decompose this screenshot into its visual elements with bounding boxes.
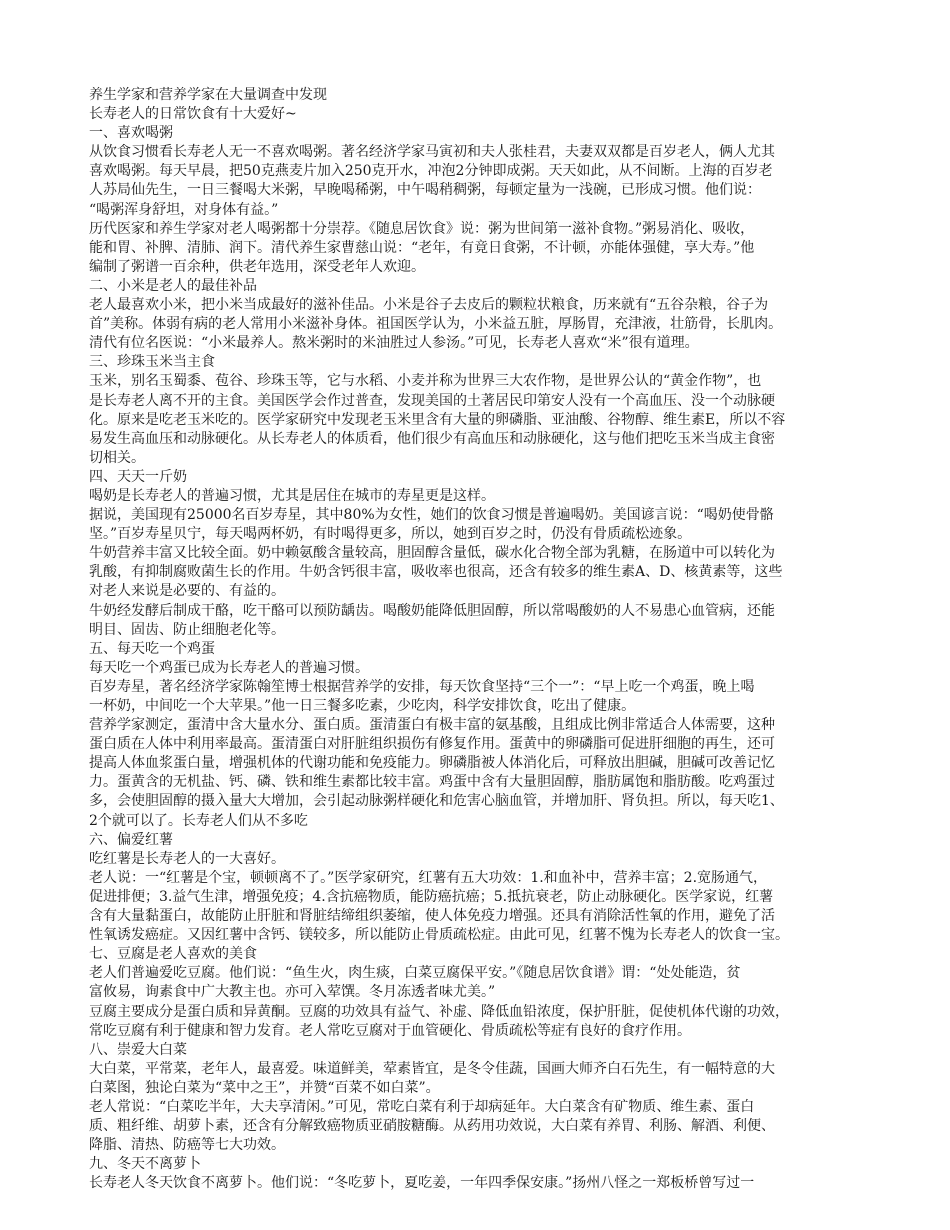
text-line: 一杯奶，中间吃一个大苹果。”他一日三餐多吃素，少吃肉，科学安排饮食，吃出了健康。 — [89, 698, 636, 714]
text-line: 一、喜欢喝粥 — [89, 125, 173, 142]
text-line: 清代有位名医说：“小米最养人。熬米粥时的米油胜过人参汤。”可见，长寿老人喜欢“米”很有道理。 — [89, 335, 699, 352]
text-line: “喝粥浑身舒坦，对身体有益。” — [89, 201, 279, 218]
text-line: 力。蛋黄含的无机盐、钙、磷、铁和维生素都比较丰富。鸡蛋中含有大量胆固醇，脂肪属饱和脂肪酸。吃鸡蛋过 — [89, 774, 775, 791]
text-line: 八、崇爱大白菜 — [89, 1041, 187, 1058]
text-line: 老人们普遍爱吃豆腐。他们说：“鱼生火，肉生痰，白菜豆腐保平安。”《随息居饮食谱》谓：“处处能造，贫 — [89, 965, 741, 982]
text-line: 促进排便；3.益气生津，增强免疫；4.含抗癌物质，能防癌抗癌；5.抵抗衰老，防止动脉硬化。医学家说，红薯 — [89, 888, 774, 905]
text-line: 六、偏爱红薯 — [89, 831, 173, 848]
text-line: 三、珍珠玉米当主食 — [89, 354, 215, 371]
text-line: 二、小米是老人的最佳补品 — [89, 277, 257, 294]
text-line: 吃红薯是长寿老人的一大喜好。 — [89, 850, 285, 867]
text-line: 首”美称。体弱有病的老人常用小米滋补身体。祖国医学认为，小米益五脏，厚肠胃，充津液，壮筋骨，长肌肉。 — [89, 316, 783, 333]
text-line: 性氧诱发癌症。又因红薯中含钙、镁较多，所以能防止骨质疏松症。由此可见，红薯不愧为长寿老人的饮食一宝。 — [89, 927, 789, 944]
text-line: 质、粗纤维、胡萝卜素，还含有分解致癌物质亚硝胺糖酶。从药用功效说，大白菜有养胃、利肠、解酒、利便、 — [89, 1118, 775, 1135]
text-line: 坚。”百岁寿星贝宁，每天喝两杯奶，有时喝得更多，所以，她到百岁之时，仍没有骨质疏松迹象。 — [89, 526, 692, 543]
text-line: 四、天天一斤奶 — [89, 468, 187, 485]
text-line: 七、豆腐是老人喜欢的美食 — [89, 946, 257, 963]
text-line: 五、每天吃一个鸡蛋 — [89, 640, 215, 657]
text-line: 对老人来说是必要的、有益的。 — [89, 583, 285, 600]
text-line: 九、冬天不离萝卜 — [89, 1156, 201, 1173]
text-line: 易发生高血压和动脉硬化。从长寿老人的体质看，他们很少有高血压和动脉硬化，这与他们把吃玉米当成主食密 — [89, 430, 775, 447]
text-line: 能和胃、补脾、清肺、润下。清代养生家曹慈山说：“老年，有竟日食粥，不计顿，亦能体强健，享大寿。”他 — [89, 239, 755, 256]
text-line: 大白菜，平常菜，老年人，最喜爱。味道鲜美，荤素皆宜，是冬令佳蔬，国画大师齐白石先生，有一幅特意的大 — [89, 1060, 775, 1077]
text-line: 含有大量黏蛋白，故能防止肝脏和肾脏结缔组织萎缩，使人体免疫力增强。还具有消除活性氧的作用，避免了活 — [89, 908, 775, 925]
document-body — [89, 86, 864, 1193]
text-line: 老人常说：“白菜吃半年，大夫享清闲。”可见，常吃白菜有利于却病延年。大白菜含有矿物质、维生素、蛋白 — [89, 1098, 755, 1115]
text-line: 长寿老人的日常饮食有十大爱好~ — [89, 106, 297, 123]
text-line: 降脂、清热、防癌等七大功效。 — [89, 1137, 285, 1154]
text-line: 编制了粥谱一百余种，供老年选用，深受老年人欢迎。 — [89, 258, 425, 275]
text-line: 长寿老人冬天饮食不离萝卜。他们说：“冬吃萝卜，夏吃姜，一年四季保安康。”扬州八怪之一郑板桥曾写过一 — [89, 1175, 755, 1192]
text-line: 营养学家测定，蛋清中含大量水分、蛋白质。蛋清蛋白有极丰富的氨基酸，且组成比例非常适合人体需要，这种 — [89, 717, 775, 734]
text-line: 玉米，别名玉蜀黍、苞谷、珍珠玉等，它与水稻、小麦并称为世界三大农作物，是世界公认的“黄金作物”，也 — [89, 373, 762, 390]
text-line: 白菜图，独论白菜为“菜中之王”，并赞“百菜不如白菜”。 — [89, 1079, 440, 1096]
text-line: 老人说：一“红薯是个宝，顿顿离不了。”医学家研究，红薯有五大功效：1.和血补中，营养丰富；2.宽肠通气， — [89, 869, 768, 886]
text-line: 养生学家和营养学家在大量调查中发现 — [89, 87, 327, 103]
text-line: 喜欢喝粥。每天早晨，把50克燕麦片加入250克开水，冲泡2分钟即成粥。天天如此，从不间断。上海的百岁老 — [89, 163, 773, 180]
text-line: 每天吃一个鸡蛋已成为长寿老人的普遍习惯。 — [89, 659, 369, 676]
text-line: 明目、固齿、防止细胞老化等。 — [89, 621, 285, 638]
text-line: 提高人体血浆蛋白量，增强机体的代谢功能和免疫能力。卵磷脂被人体消化后，可释放出胆碱，胆碱可改善记忆 — [89, 755, 775, 772]
text-line: 是长寿老人离不开的主食。美国医学会作过普查，发现美国的土著居民印第安人没有一个高血压、没一个动脉硬 — [89, 392, 775, 409]
text-line: 常吃豆腐有利于健康和智力发育。老人常吃豆腐对于血管硬化、骨质疏松等症有良好的食疗作用。 — [89, 1022, 691, 1039]
text-line: 牛奶营养丰富又比较全面。奶中赖氨酸含量较高，胆固醇含量低，碳水化合物全部为乳糖，在肠道中可以转化为 — [89, 545, 775, 562]
text-line: 富攸易，询素食中广大教主也。亦可入荤馔。冬月冻透者味尤美。” — [89, 984, 496, 1001]
text-line: 人苏局仙先生，一日三餐喝大米粥，早晚喝稀粥，中午喝稍稠粥，每顿定量为一浅碗，已形成习惯。他们说： — [89, 182, 761, 199]
text-line: 化。原来是吃老玉米吃的。医学家研究中发现老玉米里含有大量的卵磷脂、亚油酸、谷物醇、维生素E，所以不容 — [89, 411, 786, 428]
text-line: 从饮食习惯看长寿老人无一不喜欢喝粥。著名经济学家马寅初和夫人张桂君，夫妻双双都是百岁老人，俩人尤其 — [89, 144, 775, 161]
text-line: 多，会使胆固醇的摄入量大大增加，会引起动脉粥样硬化和危害心脑血管，并增加肝、肾负担。所以，每天吃1、 — [89, 793, 784, 810]
text-line: 豆腐主要成分是蛋白质和异黄酮。豆腐的功效具有益气、补虚、降低血铅浓度，保护肝脏，促使机体代谢的功效， — [89, 1003, 789, 1020]
text-line: 切相关。 — [89, 449, 145, 466]
text-line: 蛋白质在人体中利用率最高。蛋清蛋白对肝脏组织损伤有修复作用。蛋黄中的卵磷脂可促进肝细胞的再生，还可 — [89, 736, 775, 753]
text-line: 牛奶经发酵后制成干酪，吃干酪可以预防龋齿。喝酸奶能降低胆固醇，所以常喝酸奶的人不易患心血管病，还能 — [89, 602, 775, 619]
text-line: 乳酸，有抑制腐败菌生长的作用。牛奶含钙很丰富，吸收率也很高，还含有较多的维生素A、D、核黄素等，这些 — [89, 564, 783, 581]
text-line: 老人最喜欢小米，把小米当成最好的滋补佳品。小米是谷子去皮后的颗粒状粮食，历来就有“五谷杂粮，谷子为 — [89, 297, 769, 314]
text-line: 2个就可以了。长寿老人们从不多吃 — [89, 812, 308, 829]
text-line: 喝奶是长寿老人的普遍习惯，尤其是居住在城市的寿星更是这样。 — [89, 487, 495, 504]
text-line: 百岁寿星，著名经济学家陈翰笙博士根据营养学的安排，每天饮食坚持“三个一”：“早上吃一个鸡蛋，晚上喝 — [89, 678, 755, 695]
text-line: 据说，美国现有25000名百岁寿星，其中80%为女性，她们的饮食习惯是普遍喝奶。美国谚言说：“喝奶使骨骼 — [89, 507, 774, 524]
text-line: 历代医家和养生学家对老人喝粥都十分崇荐。《随息居饮食》说：粥为世间第一滋补食物。”粥易消化、吸收， — [89, 220, 755, 237]
